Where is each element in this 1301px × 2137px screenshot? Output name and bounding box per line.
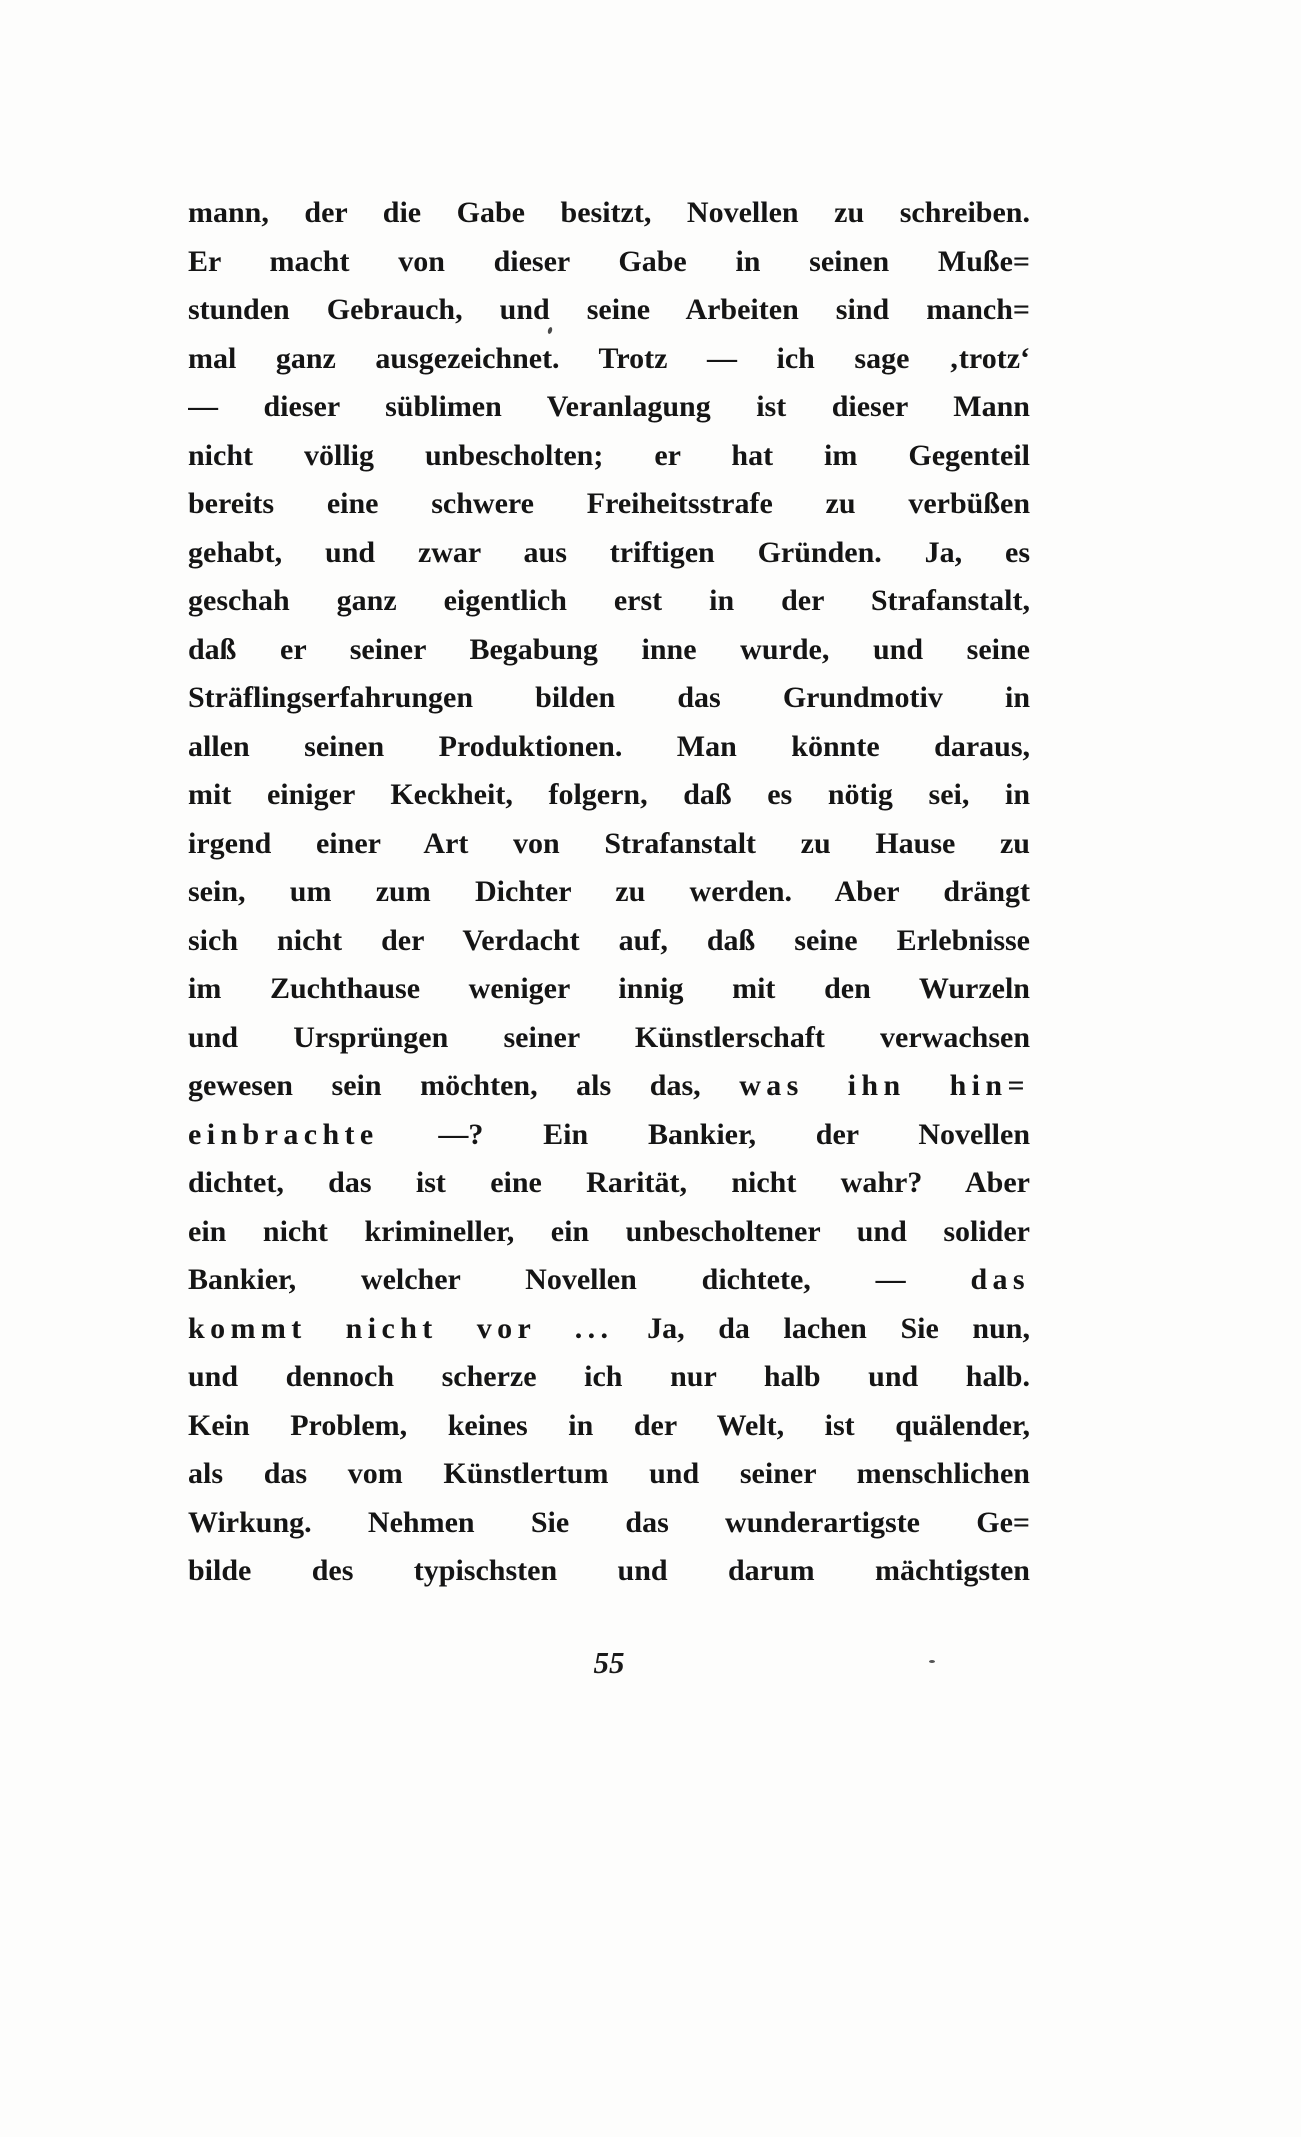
text-line: [188, 917, 1030, 966]
text-line: [188, 1062, 1030, 1111]
text-line: [188, 1353, 1030, 1402]
text-block: [188, 189, 1030, 1596]
text-segment: als das vom Künstlertum und seiner menschlichen: [188, 1457, 1030, 1490]
text-segment: Ja, da lachen Sie nun,: [613, 1311, 1030, 1345]
text-segment: geschah ganz eigentlich erst in der Strafanstalt,: [188, 584, 1030, 617]
scan-speck: [929, 1660, 935, 1663]
page-number: 55: [593, 1645, 625, 1680]
text-line: [188, 1305, 1030, 1354]
text-segment: irgend einer Art von Strafanstalt zu Hause zu: [188, 826, 1030, 860]
text-segment: gewesen sein möchten, als das,: [188, 1069, 740, 1102]
text-segment: Kein Problem, keines in der Welt, ist quälender,: [188, 1408, 1030, 1442]
text-line: [188, 674, 1030, 723]
text-line: [188, 577, 1030, 626]
text-segment: stunden Gebrauch, und seine Arbeiten sind manch=: [188, 293, 1030, 326]
text-line: [188, 1159, 1030, 1208]
text-segment: sich nicht der Verdacht auf, daß seine Erlebnisse: [188, 923, 1030, 957]
letterspaced-text: das: [970, 1263, 1030, 1296]
text-segment: sein, um zum Dichter zu werden. Aber drängt: [188, 875, 1030, 908]
text-segment: Sträflingserfahrungen bilden das Grundmotiv in: [188, 681, 1030, 714]
text-segment: mal ganz ausgezeichnet. Trotz — ich sage ‚trotz‘: [188, 341, 1030, 375]
text-line: [188, 238, 1030, 287]
text-segment: nicht völlig unbescholten; er hat im Gegenteil: [188, 438, 1030, 472]
text-segment: und Ursprüngen seiner Künstlerschaft verwachsen: [188, 1020, 1030, 1054]
text-line: [188, 383, 1030, 432]
text-segment: Wirkung. Nehmen Sie das wunderartigste Ge=: [188, 1505, 1030, 1539]
text-line: [188, 1208, 1030, 1257]
text-line: [188, 771, 1030, 820]
text-segment: bereits eine schwere Freiheitsstrafe zu verbüßen: [188, 487, 1030, 520]
text-line: [188, 335, 1030, 384]
text-line: [188, 480, 1030, 529]
text-segment: ein nicht krimineller, ein unbescholtener und solider: [188, 1214, 1030, 1248]
text-line: [188, 189, 1030, 238]
text-line: [188, 723, 1030, 772]
text-line: [188, 1014, 1030, 1063]
text-segment: dichtet, das ist eine Rarität, nicht wahr? Aber: [188, 1166, 1030, 1199]
text-segment: bilde des typischsten und darum mächtigsten: [188, 1554, 1030, 1587]
text-line: [188, 286, 1030, 335]
text-line: [188, 529, 1030, 578]
text-segment: Bankier, welcher Novellen dichtete, —: [188, 1263, 971, 1296]
text-line: [188, 432, 1030, 481]
letterspaced-text: kommt nicht vor ...: [188, 1311, 614, 1345]
text-segment: mann, der die Gabe besitzt, Novellen zu schreiben.: [188, 196, 1030, 229]
text-line: [188, 1547, 1030, 1596]
text-segment: — dieser süblimen Veranlagung ist dieser Mann: [188, 390, 1030, 423]
text-segment: mit einiger Keckheit, folgern, daß es nötig sei, in: [188, 778, 1030, 811]
text-segment: daß er seiner Begabung inne wurde, und seine: [188, 632, 1030, 666]
text-line: [188, 1111, 1030, 1160]
text-segment: allen seinen Produktionen. Man könnte daraus,: [188, 729, 1030, 763]
letterspaced-text: einbrachte: [188, 1117, 379, 1151]
text-line: [188, 965, 1030, 1014]
text-segment: gehabt, und zwar aus triftigen Gründen. Ja, es: [188, 535, 1030, 569]
text-line: [188, 1450, 1030, 1499]
text-line: [188, 1402, 1030, 1451]
text-segment: —? Ein Bankier, der Novellen: [378, 1117, 1030, 1151]
text-line: [188, 868, 1030, 917]
text-line: [188, 1499, 1030, 1548]
text-segment: Er macht von dieser Gabe in seinen Muße=: [188, 244, 1030, 278]
text-segment: im Zuchthause weniger innig mit den Wurzeln: [188, 972, 1030, 1005]
text-segment: und dennoch scherze ich nur halb und halb.: [188, 1360, 1030, 1393]
letterspaced-text: was ihn hin=: [739, 1069, 1030, 1102]
text-line: [188, 1256, 1030, 1305]
text-line: [188, 626, 1030, 675]
text-line: [188, 820, 1030, 869]
